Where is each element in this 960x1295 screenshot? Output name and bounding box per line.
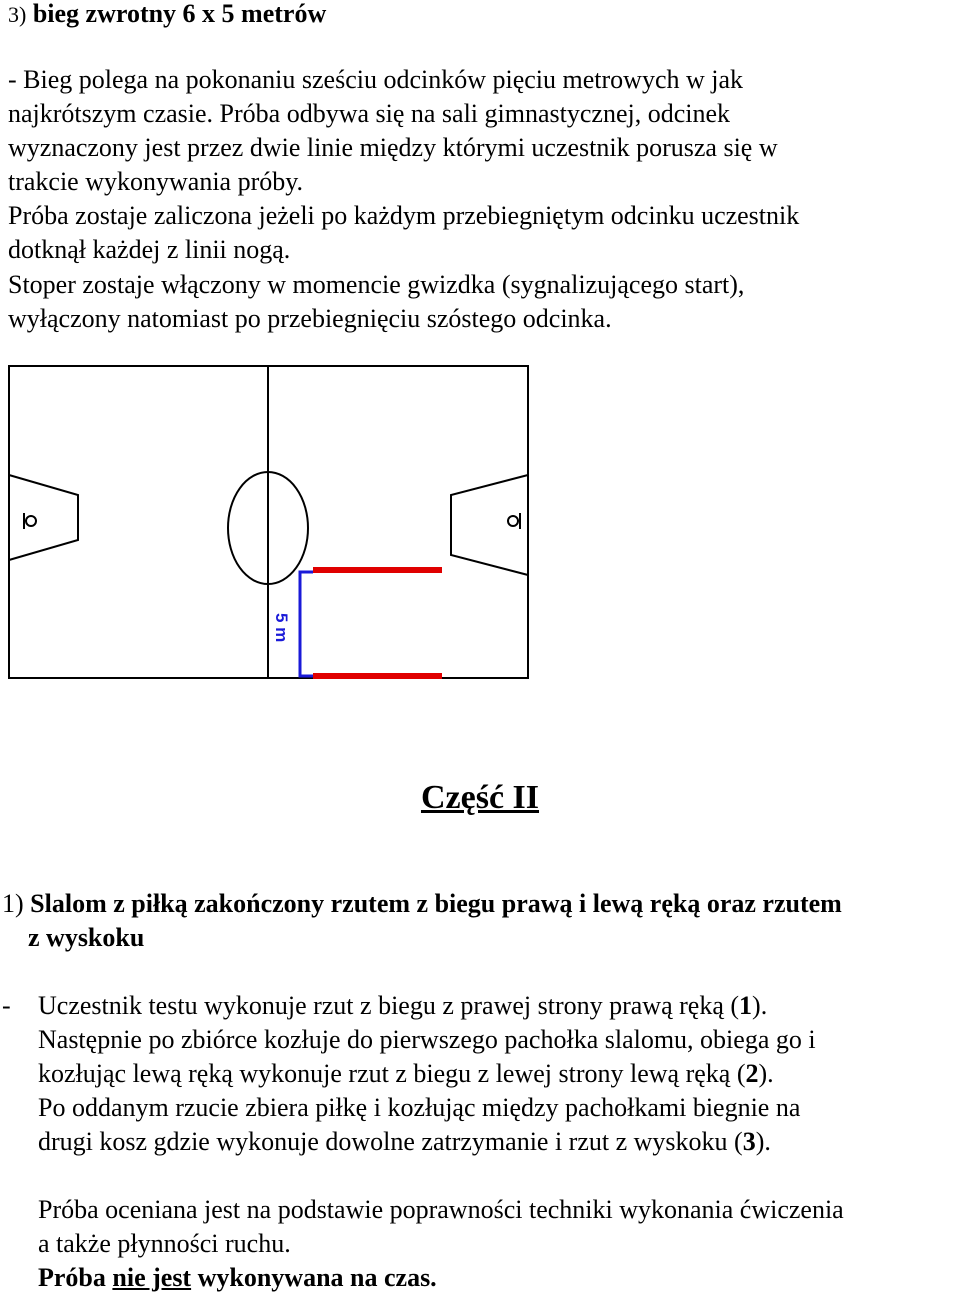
paragraph-line: Uczestnik testu wykonuje rzut z biegu z prawej strony prawą ręką (1). (38, 991, 768, 1020)
paragraph-line: dotknął każdej z linii nogą. (8, 235, 291, 264)
paragraph-line: kozłując lewą ręką wykonuje rzut z biegu z lewej strony lewą ręką (2). (38, 1059, 774, 1088)
item-title: Slalom z piłką zakończony rzutem z biegu prawą i lewą ręką oraz rzutem (30, 889, 842, 918)
paragraph-line: drugi kosz gdzie wykonuje dowolne zatrzymanie i rzut z wyskoku (3). (38, 1127, 771, 1156)
paragraph-line: Stoper zostaje włączony w momencie gwizdka (sygnalizującego start), (8, 270, 745, 299)
paragraph-line: wyznaczony jest przez dwie linie między którymi uczestnik porusza się w (8, 133, 778, 162)
item-heading (2, 887, 842, 921)
assessment-line: Próba oceniana jest na podstawie poprawności techniki wykonania ćwiczenia (38, 1195, 844, 1224)
distance-label: 5 m (272, 613, 291, 643)
marker: 2 (745, 1059, 759, 1088)
section-title: bieg zwrotny 6 x 5 metrów (32, 0, 327, 28)
paragraph-line: wyłączony natomiast po przebiegnięciu szóstego odcinka. (8, 304, 612, 333)
item-title-cont: z wyskoku (28, 923, 145, 952)
paragraph-line: Następnie po zbiórce kozłuje do pierwszego pachołka slalomu, obiega go i (38, 1025, 816, 1054)
final-note: Próba nie jest wykonywana na czas. (38, 1263, 437, 1292)
marker: 1 (739, 991, 753, 1020)
section-heading (8, 0, 326, 32)
emphasis: nie jest (112, 1263, 192, 1292)
section-number: 3) (8, 2, 27, 27)
paragraph-line: najkrótszym czasie. Próba odbywa się na sali gimnastycznej, odcinek (8, 99, 731, 128)
paragraph-line: Po oddanym rzucie zbiera piłkę i kozłując między pachołkami biegnie na (38, 1093, 801, 1122)
item-number: 1) (2, 889, 24, 918)
part-title: Część II (420, 779, 540, 816)
paragraph-line: trakcie wykonywania próby. (8, 167, 304, 196)
assessment-line: a także płynności ruchu. (38, 1229, 291, 1258)
paragraph-line: - Bieg polega na pokonaniu sześciu odcinków pięciu metrowych w jak (8, 65, 744, 94)
bullet-dash: - (2, 991, 11, 1020)
marker: 3 (742, 1127, 756, 1156)
court-diagram (8, 365, 530, 681)
paragraph-line: Próba zostaje zaliczona jeżeli po każdym przebiegniętym odcinku uczestnik (8, 201, 800, 230)
